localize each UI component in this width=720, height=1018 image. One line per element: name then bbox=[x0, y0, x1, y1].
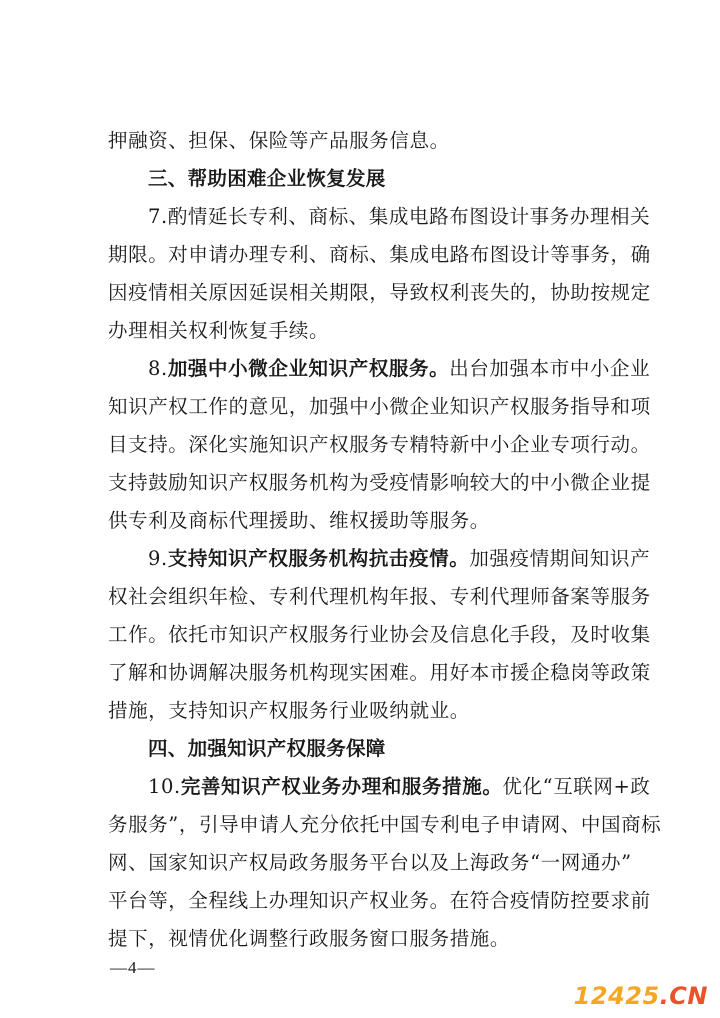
text-run: 知识产权工作的意见，加强中小微企业知识产权服务指导和项 bbox=[108, 395, 651, 418]
text-run: 提下，视情优化调整行政服务窗口服务措施。 bbox=[108, 927, 511, 950]
item-lead: 加强中小微企业知识产权服务。 bbox=[167, 357, 450, 380]
paragraph-line bbox=[108, 276, 651, 310]
item-lead: 完善知识产权业务办理和服务措施。 bbox=[180, 775, 503, 798]
section-heading-3 bbox=[148, 162, 628, 196]
item-number: 10. bbox=[148, 775, 181, 798]
paragraph-line bbox=[108, 808, 662, 842]
paragraph-line bbox=[108, 846, 632, 880]
paragraph-line bbox=[108, 390, 651, 424]
item-number: 8. bbox=[148, 357, 168, 380]
text-run: 了解和协调解决服务机构现实困难。用好本市援企稳岗等政策 bbox=[108, 661, 651, 684]
paragraph-line bbox=[108, 124, 628, 158]
item-10-line bbox=[148, 770, 651, 804]
paragraph-line bbox=[108, 238, 651, 272]
text-run: 权社会组织年检、专利代理机构年报、专利代理师备案等服务 bbox=[108, 585, 651, 608]
paragraph-line bbox=[108, 314, 628, 348]
watermark-dot: . bbox=[659, 982, 670, 1010]
text-run: 措施，支持知识产权服务行业吸纳就业。 bbox=[108, 699, 470, 722]
page-number: —4— bbox=[110, 958, 156, 977]
text-run: 期限。对申请办理专利、商标、集成电路布图设计等事务，确 bbox=[108, 243, 651, 266]
section-heading-4 bbox=[148, 732, 628, 766]
text-run: 酌情延长专利、商标、集成电路布图设计事务办理相关 bbox=[167, 205, 651, 228]
heading-text: 三、帮助困难企业恢复发展 bbox=[148, 167, 386, 190]
item-8-line bbox=[148, 352, 651, 386]
paragraph-line bbox=[108, 504, 628, 538]
watermark-tld: CN bbox=[669, 982, 708, 1010]
text-run: 目支持。深化实施知识产权服务专精特新中小企业专项行动。 bbox=[108, 433, 651, 456]
paragraph-line bbox=[108, 694, 628, 728]
text-run: 押融资、担保、保险等产品服务信息。 bbox=[108, 129, 450, 152]
item-9-line bbox=[148, 542, 651, 576]
watermark-number: 12425 bbox=[573, 982, 660, 1010]
heading-text: 四、加强知识产权服务保障 bbox=[148, 737, 386, 760]
item-number: 9. bbox=[148, 547, 168, 570]
text-run: 工作。依托市知识产权服务行业协会及信息化手段，及时收集 bbox=[108, 623, 651, 646]
item-number: 7. bbox=[148, 205, 168, 228]
text-run: 平台等，全程线上办理知识产权业务。在符合疫情防控要求前 bbox=[108, 889, 651, 912]
paragraph-line bbox=[108, 428, 651, 462]
paragraph-line bbox=[108, 884, 651, 918]
paragraph-line bbox=[108, 580, 651, 614]
paragraph-line bbox=[108, 922, 628, 956]
item-7-line bbox=[148, 200, 651, 234]
text-run: 因疫情相关原因延误相关期限，导致权利丧失的，协助按规定 bbox=[108, 281, 651, 304]
text-run: 务服务”，引导申请人充分依托中国专利电子申请网、中国商标 bbox=[108, 813, 662, 836]
text-run: 网、国家知识产权局政务服务平台以及上海政务“一网通办” bbox=[108, 851, 632, 874]
paragraph-line bbox=[108, 618, 651, 652]
text-run: 出台加强本市中小企业 bbox=[449, 357, 651, 380]
paragraph-line bbox=[108, 466, 651, 500]
text-run: 供专利及商标代理援助、维权援助等服务。 bbox=[108, 509, 490, 532]
text-run: 加强疫情期间知识产 bbox=[469, 547, 651, 570]
site-watermark bbox=[574, 982, 708, 1010]
item-lead: 支持知识产权服务机构抗击疫情。 bbox=[167, 547, 470, 570]
text-run: 支持鼓励知识产权服务机构为受疫情影响较大的中小微企业提 bbox=[108, 471, 651, 494]
text-run: 优化“互联网+政 bbox=[502, 775, 651, 798]
text-run: 办理相关权利恢复手续。 bbox=[108, 319, 330, 342]
paragraph-line bbox=[108, 656, 651, 690]
